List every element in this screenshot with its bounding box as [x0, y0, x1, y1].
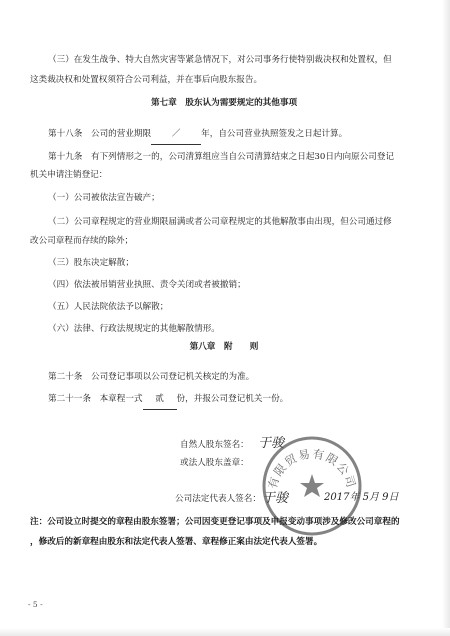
article18-suffix: 年，自公司营业执照签发之日起计算。 [201, 129, 348, 139]
dissolution-item-4: （四）依法被吊销营业执照、责令关闭或者被撤销； [48, 280, 246, 290]
dissolution-item-3: （三）股东决定解散； [48, 258, 134, 268]
shareholder-signature: 于骏 [258, 436, 285, 451]
article18-term-blank: ／ [151, 124, 201, 145]
article19-line1: 第十九条 有下列情形之一的，公司清算组应当自公司清算结束之日起30日内向原公司登记 [48, 152, 395, 162]
legal-person-seal-label: 或法人股东盖章： [180, 458, 249, 468]
article21 [48, 389, 418, 410]
natural-person-signature-label: 自然人股东签名： [180, 440, 249, 450]
dissolution-item-2-line2: 改公司章程而存续的除外； [30, 236, 134, 246]
article21-prefix: 第二十一条 本章程一式 [48, 394, 143, 404]
dissolution-item-6: （六）法律、行政法规规定的其他解散情形。 [48, 324, 220, 334]
article18 [48, 124, 418, 145]
note-line2: ，修改后的新章程由股东和法定代表人签署、章程修正案由法定代表人签署。 [30, 536, 323, 547]
signature-date: 2017年 5月 9日 [324, 492, 399, 503]
legal-representative-signature: 于骏 [262, 491, 289, 506]
article20: 第二十条 公司登记事项以公司登记机关核定的为准。 [48, 372, 255, 382]
article21-suffix: 份，并报公司登记机关一份。 [176, 394, 289, 404]
seal-text: 有限贸易有限公司 [265, 446, 359, 491]
chapter7-title: 第七章 股东认为需要规定的其他事项 [150, 98, 298, 108]
article19-line2: 机关申请注销登记： [30, 170, 108, 180]
dissolution-item-1: （一）公司被依法宣告破产； [48, 193, 160, 203]
clause-emergency-line2: 这类裁决权和处置权须符合公司利益，并在事后向股东报告。 [30, 75, 263, 85]
clause-emergency-line1: （三）在发生战争、特大自然灾害等紧急情况下，对公司事务行使特别裁决权和处置权，但 [48, 55, 392, 65]
page-number: - 5 - [28, 600, 43, 609]
dissolution-item-5: （五）人民法院依法予以解散； [48, 302, 169, 312]
legal-representative-signature-label: 公司法定代表人签名： [175, 494, 261, 504]
page-edge-shadow-right [442, 0, 450, 636]
note-line1: 注：公司设立时提交的章程由股东签署；公司因变更登记事项及申报变动事项涉及修改公司章程的 [30, 516, 400, 527]
dissolution-item-2-line1: （二）公司章程规定的营业期限届满或者公司章程规定的其他解散事由出现，但公司通过修 [48, 217, 392, 227]
chapter8-title: 第八章 附 则 [189, 342, 259, 352]
article18-prefix: 第十八条 公司的营业期限 [48, 129, 152, 139]
page-edge-shadow-bottom [0, 628, 450, 636]
article21-copies-blank: 贰 [143, 389, 177, 410]
